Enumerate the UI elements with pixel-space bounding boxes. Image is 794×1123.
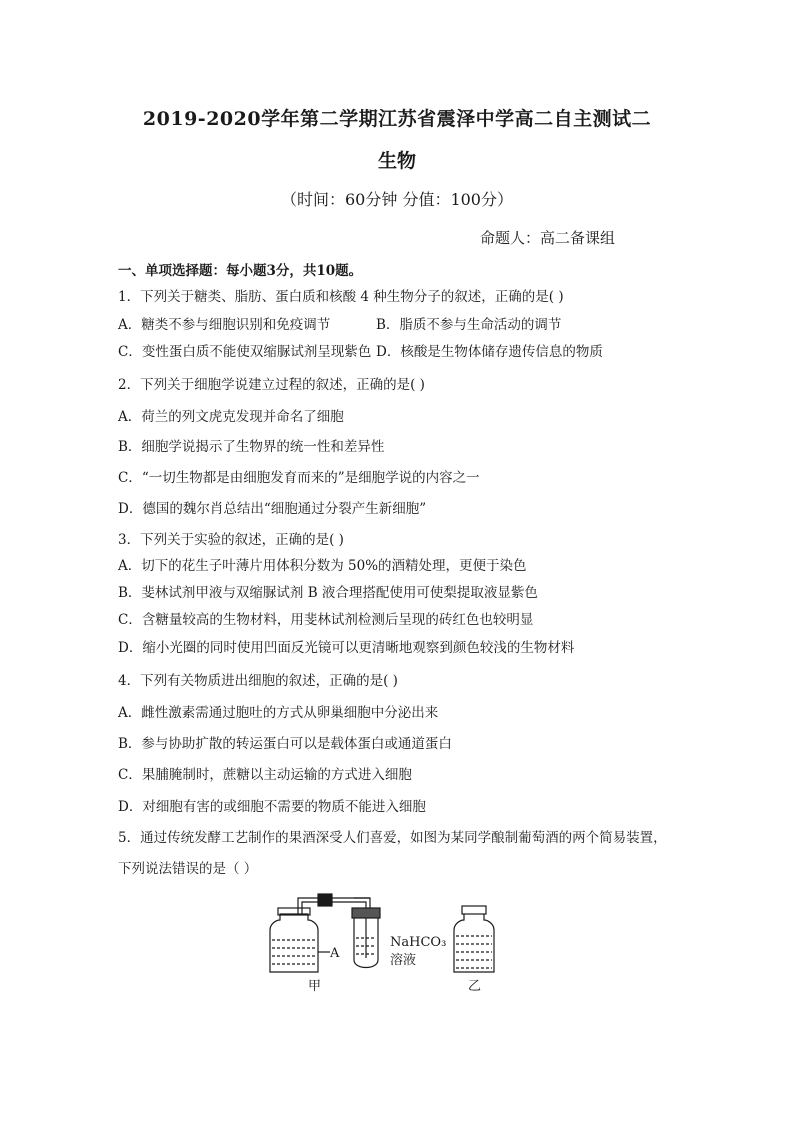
- question-4-option-a: A．雌性激素需通过胞吐的方式从卵巢细胞中分泌出来: [118, 705, 439, 721]
- question-4-option-b: B．参与协助扩散的转运蛋白可以是载体蛋白或通道蛋白: [118, 736, 452, 752]
- question-4-stem: 4．下列有关物质进出细胞的叙述，正确的是( ): [118, 673, 398, 689]
- subject-title: 生物: [377, 150, 416, 172]
- question-1-stem: 1．下列关于糖类、脂肪、蛋白质和核酸 4 种生物分子的叙述，正确的是( ): [118, 289, 564, 305]
- question-1-option-c: C．变性蛋白质不能使双缩脲试剂呈现紫色: [118, 344, 372, 360]
- question-3-option-a: A．切下的花生子叶薄片用体积分数为 50%的酒精处理，更便于染色: [118, 558, 527, 574]
- question-1-option-a: A．糖类不参与细胞识别和免疫调节: [118, 317, 331, 333]
- question-5-stem-line-2: 下列说法错误的是（ ）: [118, 861, 258, 877]
- figure-label-solution: 溶液: [390, 953, 417, 968]
- time-info: （时间：60分钟 分值：100分）: [281, 190, 513, 209]
- question-3-option-b: B．斐林试剂甲液与双缩脲试剂 B 液合理搭配使用可使梨提取液显紫色: [118, 585, 538, 601]
- question-3-option-d: D．缩小光圈的同时使用凹面反光镜可以更清晰地观察到颜色较浅的生物材料: [118, 640, 575, 656]
- question-2-option-b: B．细胞学说揭示了生物界的统一性和差异性: [118, 439, 385, 455]
- question-2-option-d: D．德国的魏尔肖总结出“细胞通过分裂产生新细胞”: [118, 501, 427, 517]
- question-4-option-c: C．果脯腌制时，蔗糖以主动运输的方式进入细胞: [118, 767, 412, 783]
- question-3-stem: 3．下列关于实验的叙述，正确的是( ): [118, 532, 344, 548]
- test-tube-drawing: [352, 898, 380, 968]
- figure-label-yi: 乙: [468, 979, 482, 994]
- author-line: 命题人：高二备课组: [480, 229, 616, 247]
- figure-label-jia: 甲: [308, 979, 322, 994]
- question-5-stem-line-1: 5．通过传统发酵工艺制作的果酒深受人们喜爱，如图为某同学酿制葡萄酒的两个简易装置，: [118, 830, 667, 846]
- question-3-option-c: C．含糖量较高的生物材料，用斐林试剂检测后呈现的砖红色也较明显: [118, 612, 534, 628]
- question-1-option-d: D．核酸是生物体储存遗传信息的物质: [376, 344, 603, 360]
- figure-label-chem: NaHCO₃: [390, 935, 447, 950]
- question-2-stem: 2．下列关于细胞学说建立过程的叙述，正确的是( ): [118, 377, 425, 393]
- question-1-option-b: B．脂质不参与生命活动的调节: [376, 317, 562, 333]
- question-2-option-c: C．“一切生物都是由细胞发育而来的”是细胞学说的内容之一: [118, 470, 480, 486]
- bottle-jia-drawing: [270, 894, 370, 972]
- question-2-option-a: A．荷兰的列文虎克发现并命名了细胞: [118, 409, 344, 425]
- question-4-option-d: D．对细胞有害的或细胞不需要的物质不能进入细胞: [118, 799, 426, 815]
- figure-label-a: A: [330, 946, 340, 961]
- bottle-yi-drawing: [454, 906, 494, 972]
- page-title: 2019-2020学年第二学期江苏省震泽中学高二自主测试二: [142, 108, 652, 130]
- fermentation-apparatus-figure: [262, 890, 522, 995]
- section-heading: 一、单项选择题：每小题3分，共10题。: [118, 263, 363, 279]
